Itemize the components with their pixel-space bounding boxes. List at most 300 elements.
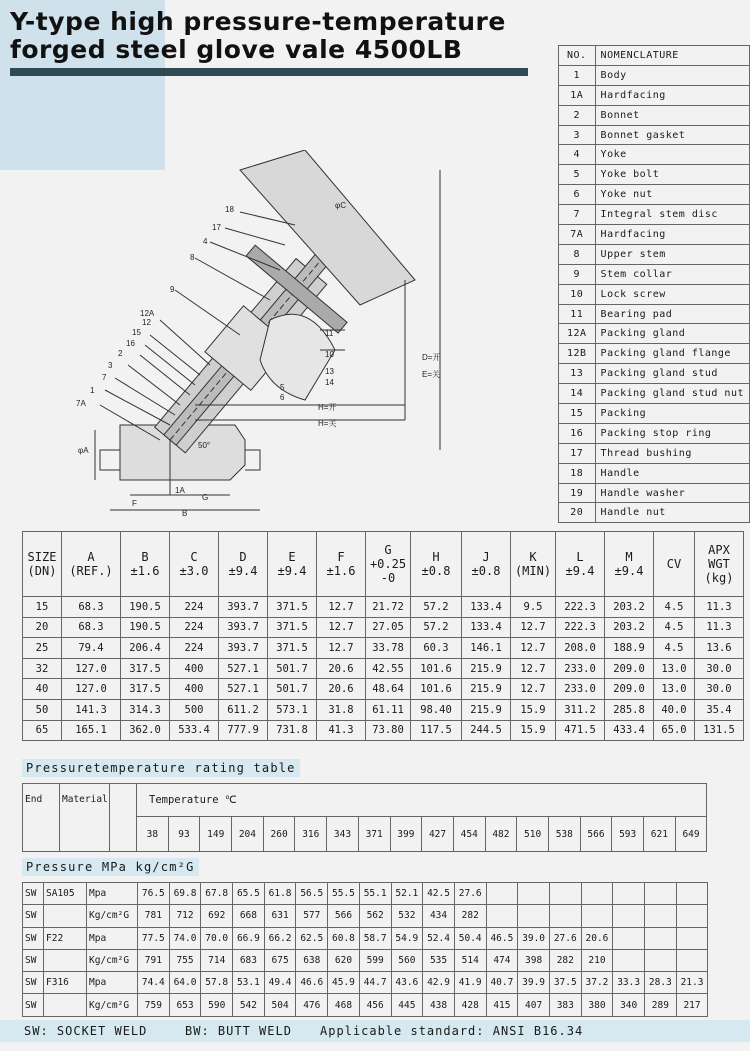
dimensions-cell: 133.4 <box>462 617 511 638</box>
dimensions-header-line: ±1.6 <box>326 564 356 578</box>
dimensions-header-line: ±0.8 <box>421 564 451 578</box>
dimensions-header-line: (kg) <box>704 571 734 585</box>
pressure-cell <box>645 905 677 927</box>
dimensions-table <box>22 531 744 741</box>
pressure-cell: 55.5 <box>328 883 360 905</box>
dimensions-cell: 65.0 <box>654 720 695 741</box>
dimensions-cell: 501.7 <box>268 658 317 679</box>
label-14: 14 <box>325 378 334 387</box>
pressure-cell: 438 <box>423 994 455 1016</box>
dimensions-header-line: L <box>576 550 584 564</box>
pressure-cell <box>486 905 518 927</box>
pressure-cell: 620 <box>328 949 360 971</box>
dimensions-header-cell <box>556 532 605 597</box>
pressure-cell: 53.1 <box>233 972 265 994</box>
pressure-cell: 577 <box>296 905 328 927</box>
dimensions-cell: 4.5 <box>654 617 695 638</box>
dimensions-cell: 393.7 <box>219 617 268 638</box>
pressure-cell: 755 <box>169 949 201 971</box>
dimensions-cell: 215.9 <box>462 658 511 679</box>
dimensions-cell: 533.4 <box>170 720 219 741</box>
pressure-cell: 41.9 <box>454 972 486 994</box>
pressure-cell: 210 <box>581 949 613 971</box>
nomenclature-name: Upper stem <box>595 244 749 264</box>
dimensions-cell: 215.9 <box>462 699 511 720</box>
pressure-cell <box>645 883 677 905</box>
pressure-cell <box>549 905 581 927</box>
nomenclature-name: Packing gland flange <box>595 344 749 364</box>
nomenclature-name: Body <box>595 65 749 85</box>
pressure-row <box>23 883 708 905</box>
nomenclature-row <box>559 125 750 145</box>
dimensions-cell: 13.6 <box>695 638 744 659</box>
dimensions-cell: 4.5 <box>654 597 695 618</box>
dimensions-cell: 203.2 <box>605 597 654 618</box>
temperature-cell: 93 <box>168 817 200 852</box>
dimensions-header-row <box>23 532 744 597</box>
dimensions-cell: 48.64 <box>366 679 411 700</box>
dimensions-cell: 57.2 <box>411 597 462 618</box>
pressure-cell: 60.8 <box>328 927 360 949</box>
dimensions-header-line: SIZE <box>27 550 57 564</box>
nomenclature-name: Packing <box>595 404 749 424</box>
footer-standard: Applicable standard: ANSI B16.34 <box>320 1024 584 1038</box>
temperature-cell: 38 <box>137 817 169 852</box>
label-2: 2 <box>118 349 123 358</box>
nomenclature-row <box>559 185 750 205</box>
pressure-cell <box>581 905 613 927</box>
dimensions-header-line: ±3.0 <box>179 564 209 578</box>
temperature-cell: 538 <box>548 817 580 852</box>
pressure-cell: 434 <box>423 905 455 927</box>
nomenclature-table <box>558 45 750 523</box>
dimensions-cell: 13.0 <box>654 679 695 700</box>
title-line-2: forged steel glove vale 4500LB <box>10 35 463 64</box>
label-1: 1 <box>90 386 95 395</box>
dimensions-cell: 731.8 <box>268 720 317 741</box>
pressure-cell <box>645 949 677 971</box>
dimensions-cell: 371.5 <box>268 597 317 618</box>
dimensions-header-line: K <box>529 550 537 564</box>
pressure-cell: 415 <box>486 994 518 1016</box>
dimensions-cell: 203.2 <box>605 617 654 638</box>
dimensions-header-line: -0 <box>380 571 396 585</box>
dimensions-cell: 501.7 <box>268 679 317 700</box>
dimensions-cell: 133.4 <box>462 597 511 618</box>
title-line-1: Y-type high pressure-temperature <box>10 7 506 36</box>
label-6: 6 <box>280 393 285 402</box>
pressure-cell: 61.8 <box>264 883 296 905</box>
page-title <box>10 8 506 64</box>
pressure-end: SW <box>23 994 44 1016</box>
nomenclature-name-header: NOMENCLATURE <box>595 46 749 66</box>
temperature-label: Temperature ℃ <box>137 784 707 817</box>
pressure-cell: 20.6 <box>581 927 613 949</box>
dimensions-header-cell <box>170 532 219 597</box>
pressure-cell: 66.9 <box>233 927 265 949</box>
label-4: 4 <box>203 237 208 246</box>
dimensions-header-line: C <box>190 550 198 564</box>
label-f: F <box>132 499 137 508</box>
nomenclature-no: 12A <box>559 324 596 344</box>
nomenclature-name: Handle nut <box>595 503 749 523</box>
title-underline <box>10 68 528 76</box>
pressure-cell: 653 <box>169 994 201 1016</box>
dimensions-cell: 317.5 <box>121 679 170 700</box>
nomenclature-row <box>559 105 750 125</box>
dimensions-cell: 4.5 <box>654 638 695 659</box>
dimensions-header-line: G <box>384 543 392 557</box>
dimensions-cell: 15.9 <box>511 699 556 720</box>
pressure-end: SW <box>23 905 44 927</box>
temperature-cell: 649 <box>675 817 707 852</box>
nomenclature-no: 2 <box>559 105 596 125</box>
temperature-cell: 566 <box>580 817 612 852</box>
pressure-cell: 217 <box>676 994 708 1016</box>
temperature-cell: 621 <box>644 817 676 852</box>
dimensions-header-line: (MIN) <box>514 564 552 578</box>
dimensions-cell: 79.4 <box>62 638 121 659</box>
pressure-cell: 535 <box>423 949 455 971</box>
label-phi-a: φA <box>78 446 89 455</box>
pressure-cell: 791 <box>138 949 170 971</box>
dimensions-header-cell <box>268 532 317 597</box>
end-label: End <box>23 784 60 852</box>
pressure-unit: Mpa <box>87 927 138 949</box>
dimensions-header-line: +0.25 <box>369 557 407 571</box>
dimensions-cell: 98.40 <box>411 699 462 720</box>
nomenclature-no: 15 <box>559 404 596 424</box>
dimensions-cell: 471.5 <box>556 720 605 741</box>
nomenclature-no: 19 <box>559 483 596 503</box>
nomenclature-row <box>559 423 750 443</box>
dimensions-cell: 42.55 <box>366 658 411 679</box>
nomenclature-no: 17 <box>559 443 596 463</box>
dimensions-cell: 68.3 <box>62 597 121 618</box>
dimensions-cell: 20.6 <box>317 679 366 700</box>
dimensions-cell: 285.8 <box>605 699 654 720</box>
nomenclature-name: Yoke <box>595 145 749 165</box>
pressure-material: F22 <box>44 927 87 949</box>
pressure-cell: 504 <box>264 994 296 1016</box>
footer-bar <box>0 1020 750 1042</box>
nomenclature-row <box>559 404 750 424</box>
pressure-cell: 74.4 <box>138 972 170 994</box>
pressure-cell: 27.6 <box>549 927 581 949</box>
nomenclature-no: 7 <box>559 205 596 225</box>
dimensions-cell: 777.9 <box>219 720 268 741</box>
dimensions-cell: 573.1 <box>268 699 317 720</box>
dimensions-cell: 68.3 <box>62 617 121 638</box>
pressure-cell: 40.7 <box>486 972 518 994</box>
pressure-cell: 54.9 <box>391 927 423 949</box>
pressure-unit: Kg/cm²G <box>87 994 138 1016</box>
dimensions-cell: 30.0 <box>695 679 744 700</box>
dimensions-cell: 12.7 <box>317 638 366 659</box>
pressure-cell: 39.9 <box>518 972 550 994</box>
dimensions-cell: 209.0 <box>605 658 654 679</box>
pressure-row <box>23 927 708 949</box>
nomenclature-row <box>559 205 750 225</box>
nomenclature-row <box>559 284 750 304</box>
pressure-cell <box>581 883 613 905</box>
dimensions-cell: 400 <box>170 658 219 679</box>
nomenclature-no: 13 <box>559 364 596 384</box>
nomenclature-no: 18 <box>559 463 596 483</box>
label-17: 17 <box>212 223 221 232</box>
dimensions-cell: 50 <box>23 699 62 720</box>
pressure-row <box>23 972 708 994</box>
pressure-cell <box>645 927 677 949</box>
dimensions-cell: 33.78 <box>366 638 411 659</box>
dimensions-cell: 9.5 <box>511 597 556 618</box>
pressure-cell: 599 <box>359 949 391 971</box>
pressure-cell: 70.0 <box>201 927 233 949</box>
pressure-cell: 77.5 <box>138 927 170 949</box>
pressure-cell: 638 <box>296 949 328 971</box>
nomenclature-name: Integral stem disc <box>595 205 749 225</box>
nomenclature-name: Handle washer <box>595 483 749 503</box>
dimensions-header-cell <box>317 532 366 597</box>
nomenclature-row <box>559 225 750 245</box>
dimensions-cell: 12.7 <box>317 617 366 638</box>
dimensions-cell: 21.72 <box>366 597 411 618</box>
label-7: 7 <box>102 373 107 382</box>
label-angle: 50° <box>198 441 211 450</box>
label-5: 5 <box>280 383 285 392</box>
label-g: G <box>202 493 209 502</box>
nomenclature-no: 1A <box>559 85 596 105</box>
pressure-cell: 67.8 <box>201 883 233 905</box>
rating-table <box>22 783 707 852</box>
pressure-cell: 428 <box>454 994 486 1016</box>
pressure-cell: 474 <box>486 949 518 971</box>
dimensions-cell: 190.5 <box>121 597 170 618</box>
dimensions-cell: 15.9 <box>511 720 556 741</box>
nomenclature-name: Packing gland stud <box>595 364 749 384</box>
dimensions-header-line: WGT <box>708 557 730 571</box>
pressure-cell: 66.2 <box>264 927 296 949</box>
dimensions-header-line: (DN) <box>27 564 57 578</box>
pressure-cell: 514 <box>454 949 486 971</box>
pressure-unit: Mpa <box>87 972 138 994</box>
pressure-cell: 21.3 <box>676 972 708 994</box>
nomenclature-name: Handle <box>595 463 749 483</box>
dimensions-cell: 40.0 <box>654 699 695 720</box>
dimensions-cell: 31.8 <box>317 699 366 720</box>
pressure-row <box>23 905 708 927</box>
material-label: Material <box>60 784 110 852</box>
dimensions-row <box>23 699 744 720</box>
dimensions-cell: 101.6 <box>411 679 462 700</box>
pressure-material: SA105 <box>44 883 87 905</box>
dimensions-cell: 30.0 <box>695 658 744 679</box>
pressure-cell: 45.9 <box>328 972 360 994</box>
pressure-cell: 675 <box>264 949 296 971</box>
nomenclature-row <box>559 483 750 503</box>
pressure-cell: 56.5 <box>296 883 328 905</box>
pressure-cell: 590 <box>201 994 233 1016</box>
dimensions-header-cell <box>62 532 121 597</box>
nomenclature-no: 12B <box>559 344 596 364</box>
nomenclature-header-row <box>559 46 750 66</box>
pressure-cell: 52.4 <box>423 927 455 949</box>
pressure-cell: 43.6 <box>391 972 423 994</box>
nomenclature-no: 5 <box>559 165 596 185</box>
nomenclature-row <box>559 244 750 264</box>
nomenclature-no: 20 <box>559 503 596 523</box>
dimensions-cell: 101.6 <box>411 658 462 679</box>
pressure-material <box>44 994 87 1016</box>
dimensions-header-line: J <box>482 550 490 564</box>
dimensions-cell: 12.7 <box>511 658 556 679</box>
dimensions-cell: 15 <box>23 597 62 618</box>
dimensions-cell: 209.0 <box>605 679 654 700</box>
dimensions-header-line: ±9.4 <box>228 564 258 578</box>
pressure-cell: 69.8 <box>169 883 201 905</box>
pressure-cell <box>676 905 708 927</box>
dimensions-header-line: APX <box>708 543 730 557</box>
pressure-cell: 542 <box>233 994 265 1016</box>
nomenclature-no: 16 <box>559 423 596 443</box>
pressure-cell: 476 <box>296 994 328 1016</box>
dimensions-row <box>23 617 744 638</box>
dimensions-cell: 206.4 <box>121 638 170 659</box>
dimensions-cell: 20 <box>23 617 62 638</box>
dimensions-row <box>23 720 744 741</box>
label-h-close: H=关 <box>318 419 337 428</box>
pressure-cell: 50.4 <box>454 927 486 949</box>
nomenclature-no: 10 <box>559 284 596 304</box>
temperature-cell: 427 <box>422 817 454 852</box>
dimensions-cell: 127.0 <box>62 658 121 679</box>
dimensions-header-line: A <box>87 550 95 564</box>
dimensions-cell: 131.5 <box>695 720 744 741</box>
pressure-row <box>23 949 708 971</box>
dimensions-row <box>23 638 744 659</box>
pressure-end: SW <box>23 883 44 905</box>
dimensions-cell: 433.4 <box>605 720 654 741</box>
pressure-cell: 58.7 <box>359 927 391 949</box>
pressure-cell: 759 <box>138 994 170 1016</box>
footer-bw: BW: BUTT WELD <box>185 1024 292 1038</box>
dimensions-cell: 500 <box>170 699 219 720</box>
pressure-cell: 76.5 <box>138 883 170 905</box>
dimensions-header-cell <box>511 532 556 597</box>
pressure-cell: 55.1 <box>359 883 391 905</box>
dimensions-cell: 25 <box>23 638 62 659</box>
dimensions-cell: 311.2 <box>556 699 605 720</box>
nomenclature-no: 4 <box>559 145 596 165</box>
pressure-material <box>44 949 87 971</box>
nomenclature-no: 1 <box>559 65 596 85</box>
pressure-cell: 33.3 <box>613 972 645 994</box>
label-e: E=关 <box>422 370 441 379</box>
temperature-cell: 343 <box>327 817 359 852</box>
dimensions-cell: 314.3 <box>121 699 170 720</box>
nomenclature-row <box>559 145 750 165</box>
nomenclature-name: Hardfacing <box>595 225 749 245</box>
pressure-cell <box>518 883 550 905</box>
pressure-cell: 42.5 <box>423 883 455 905</box>
dimensions-cell: 35.4 <box>695 699 744 720</box>
dimensions-cell: 41.3 <box>317 720 366 741</box>
dimensions-header-cell <box>462 532 511 597</box>
dimensions-cell: 11.3 <box>695 617 744 638</box>
pressure-cell: 714 <box>201 949 233 971</box>
dimensions-cell: 215.9 <box>462 679 511 700</box>
label-13: 13 <box>325 367 334 376</box>
dimensions-header-line: ±9.4 <box>277 564 307 578</box>
dimensions-cell: 222.3 <box>556 617 605 638</box>
nomenclature-row <box>559 304 750 324</box>
dimensions-cell: 224 <box>170 617 219 638</box>
label-10: 10 <box>325 350 334 359</box>
dimensions-header-cell <box>23 532 62 597</box>
pressure-material: F316 <box>44 972 87 994</box>
dimensions-header-line: D <box>239 550 247 564</box>
dimensions-cell: 224 <box>170 638 219 659</box>
dimensions-cell: 371.5 <box>268 638 317 659</box>
pressure-cell: 683 <box>233 949 265 971</box>
dimensions-cell: 12.7 <box>511 617 556 638</box>
label-12: 12 <box>142 318 151 327</box>
label-7A: 7A <box>76 399 86 408</box>
dimensions-header-line: CV <box>666 557 682 571</box>
pressure-end: SW <box>23 949 44 971</box>
pressure-cell: 380 <box>581 994 613 1016</box>
pressure-cell: 398 <box>518 949 550 971</box>
pressure-cell <box>549 883 581 905</box>
nomenclature-no: 8 <box>559 244 596 264</box>
label-h-open: H=开 <box>318 403 337 412</box>
pressure-cell: 62.5 <box>296 927 328 949</box>
dimensions-row <box>23 658 744 679</box>
pressure-cell <box>486 883 518 905</box>
dimensions-cell: 13.0 <box>654 658 695 679</box>
label-12A: 12A <box>140 309 155 318</box>
pressure-end: SW <box>23 927 44 949</box>
pressure-cell: 468 <box>328 994 360 1016</box>
pressure-cell: 407 <box>518 994 550 1016</box>
nomenclature-row <box>559 344 750 364</box>
pressure-cell: 42.9 <box>423 972 455 994</box>
dimensions-cell: 393.7 <box>219 638 268 659</box>
nomenclature-name: Packing gland <box>595 324 749 344</box>
pressure-cell: 44.7 <box>359 972 391 994</box>
pressure-cell: 712 <box>169 905 201 927</box>
dimensions-header-cell <box>366 532 411 597</box>
pressure-cell: 39.0 <box>518 927 550 949</box>
label-11: 11 <box>325 329 334 338</box>
dimensions-header-line: E <box>288 550 296 564</box>
label-9: 9 <box>170 285 175 294</box>
dimensions-cell: 12.7 <box>317 597 366 618</box>
pressure-cell: 445 <box>391 994 423 1016</box>
dimensions-header-cell <box>219 532 268 597</box>
nomenclature-row <box>559 443 750 463</box>
pressure-cell <box>613 883 645 905</box>
temperature-cell: 371 <box>358 817 390 852</box>
pressure-cell: 37.2 <box>581 972 613 994</box>
nomenclature-row <box>559 364 750 384</box>
nomenclature-name: Yoke bolt <box>595 165 749 185</box>
dimensions-header-cell <box>121 532 170 597</box>
label-1A: 1A <box>175 486 185 495</box>
pressure-section-title: Pressure MPa kg/cm²G <box>22 858 199 876</box>
label-phi-c: φC <box>335 201 346 210</box>
nomenclature-no: 7A <box>559 225 596 245</box>
